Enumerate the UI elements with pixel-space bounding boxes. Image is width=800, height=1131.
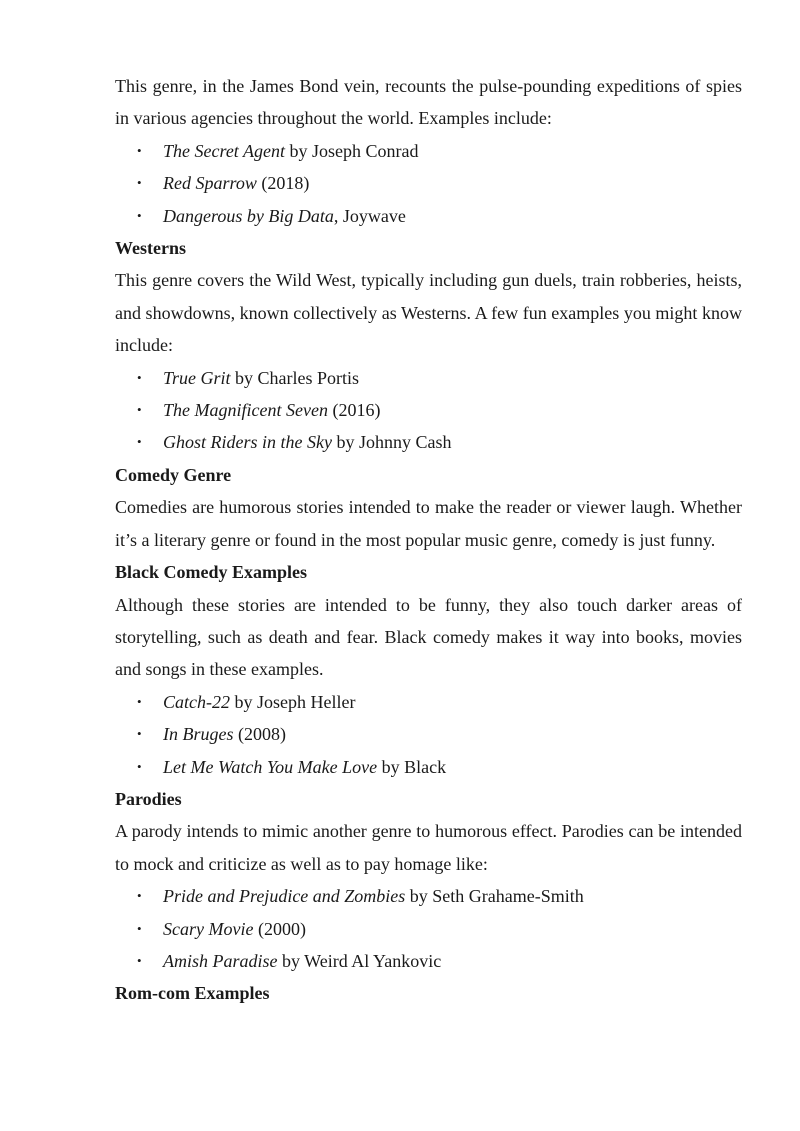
- document-body: [115, 70, 742, 1010]
- heading-rom-com: Rom-com Examples: [115, 983, 270, 1004]
- bullet-icon: •: [137, 726, 142, 742]
- bullet-icon: •: [137, 758, 142, 774]
- parodies-examples-list: [115, 880, 742, 977]
- spy-examples-list: [115, 135, 742, 232]
- list-item: • Ghost Riders in the Sky by Johnny Cash: [115, 426, 742, 458]
- bullet-icon: •: [137, 175, 142, 191]
- paragraph-spy-genre: This genre, in the James Bond vein, recounts the pulse-pounding expeditions of spies in various agencies throughout the world. Examples include:: [115, 76, 742, 129]
- heading-comedy-genre: Comedy Genre: [115, 464, 232, 485]
- heading-parodies: Parodies: [115, 788, 182, 809]
- list-item: • The Magnificent Seven (2016): [115, 394, 742, 426]
- bullet-icon: •: [137, 888, 142, 904]
- list-item: • Let Me Watch You Make Love by Black: [115, 751, 742, 783]
- list-item: • Amish Paradise by Weird Al Yankovic: [115, 945, 742, 977]
- list-item: • Red Sparrow (2018): [115, 167, 742, 199]
- paragraph-westerns: This genre covers the Wild West, typically including gun duels, train robberies, heists, and showdowns, known collectively as Westerns. A few fun examples you might know include:: [115, 270, 742, 356]
- heading-black-comedy: Black Comedy Examples: [115, 562, 308, 583]
- paragraph-black-comedy: Although these stories are intended to be funny, they also touch darker areas of storytelling, such as death and fear. Black comedy makes it way into books, movies and songs in these examples.: [115, 594, 742, 680]
- bullet-icon: •: [137, 142, 142, 158]
- bullet-icon: •: [137, 402, 142, 418]
- list-item: • The Secret Agent by Joseph Conrad: [115, 135, 742, 167]
- list-item: • Pride and Prejudice and Zombies by Seth Grahame-Smith: [115, 880, 742, 912]
- heading-westerns: Westerns: [115, 238, 186, 259]
- list-item: • Dangerous by Big Data, Joywave: [115, 200, 742, 232]
- list-item: • Catch-22 by Joseph Heller: [115, 686, 742, 718]
- westerns-examples-list: [115, 362, 742, 459]
- bullet-icon: •: [137, 369, 142, 385]
- paragraph-parodies: A parody intends to mimic another genre to humorous effect. Parodies can be intended to mock and criticize as well as to pay homage like:: [115, 821, 742, 874]
- bullet-icon: •: [137, 207, 142, 223]
- bullet-icon: •: [137, 434, 142, 450]
- list-item: • Scary Movie (2000): [115, 913, 742, 945]
- bullet-icon: •: [137, 693, 142, 709]
- paragraph-comedy: Comedies are humorous stories intended to make the reader or viewer laugh. Whether it’s a literary genre or found in the most popular music genre, comedy is just funny.: [115, 497, 742, 550]
- bullet-icon: •: [137, 920, 142, 936]
- black-comedy-examples-list: [115, 686, 742, 783]
- bullet-icon: •: [137, 952, 142, 968]
- list-item: • True Grit by Charles Portis: [115, 362, 742, 394]
- list-item: • In Bruges (2008): [115, 718, 742, 750]
